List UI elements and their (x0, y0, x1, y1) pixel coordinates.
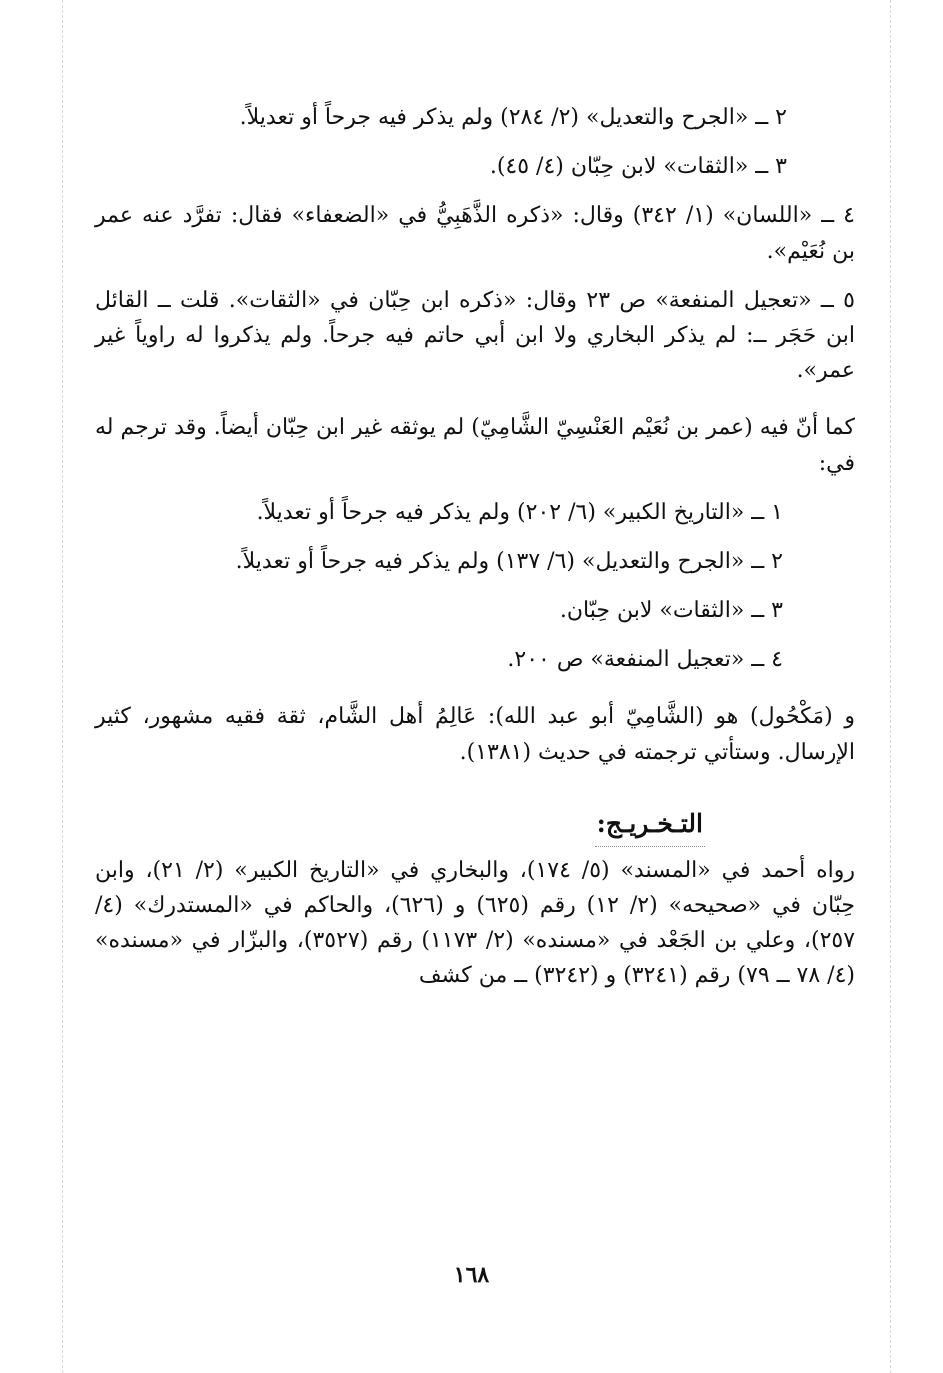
paragraph-makhul: و (مَكْحُول) هو (الشَّامِيّ أبو عبد الله): عَالِمُ أهل الشَّام، ثقة فقيه مشهور، كثير الإرسال. وستأتي ترجمته في حديث (١٣٨١). (95, 704, 855, 765)
source-item: ٤ ــ «تعجيل المنفعة» ص ٢٠٠. (507, 647, 783, 673)
source-item: ٣ ــ «الثقات» لابن حِبّان (٤/ ٤٥). (489, 154, 787, 180)
source-item: ٢ ــ «الجرح والتعديل» (٢/ ٢٨٤) ولم يذكر فيه جرحاً أو تعديلاً. (239, 105, 787, 130)
page-number: ١٦٨ (453, 1262, 490, 1288)
paragraph-omar: كما أنّ فيه (عمر بن نُعَيْم العَنْسِيّ الشَّامِيّ) لم يوثقه غير ابن حِبّان أيضاً. وقد ترجم له في: (95, 415, 855, 476)
source-item: ١ ــ «التاريخ الكبير» (٦/ ٢٠٢) ولم يذكر فيه جرحاً أو تعديلاً. (256, 499, 783, 525)
margin-guide-right (890, 0, 891, 1373)
source-item: ٤ ــ «اللسان» (١/ ٣٤٢) وقال: «ذكره الذَّهَبِيُّ في «الضعفاء» فقال: تفرَّد عنه عمر بن نُعَيْم». (95, 203, 855, 264)
margin-guide-left (62, 0, 63, 1373)
section-heading-text: التـخـريـج: (595, 804, 705, 847)
section-heading (95, 804, 705, 847)
source-item: ٢ ــ «الجرح والتعديل» (٦/ ١٣٧) ولم يذكر فيه جرحاً أو تعديلاً. (235, 548, 783, 574)
page-body (95, 100, 855, 1008)
paragraph-takhrij: رواه أحمد في «المسند» (٥/ ١٧٤)، والبخاري في «التاريخ الكبير» (٢/ ٢١)، وابن حِبّان في «صحيحه» (٢/ ١٢) رقم (٦٢٥) و (٦٢٦)، والحاكم في «المستدرك» (٤/ ٢٥٧)، وعلي بن الجَعْد في «مسنده» (٢/ ١١٧٣) رقم (٣٥٢٧)، والبزّار في «مسنده» (٤/ ٧٨ ــ ٧٩) رقم (٣٢٤١) و (٣٢٤٢) ــ من كشف (95, 857, 856, 989)
source-item: ٣ ــ «الثقات» لابن حِبّان. (559, 598, 783, 624)
source-item: ٥ ــ «تعجيل المنفعة» ص ٢٣ وقال: «ذكره ابن حِبّان في «الثقات». قلت ــ القائل ابن حَجَر ــ: لم يذكر البخاري ولا ابن أبي حاتم فيه جرحاً. ولم يذكروا له راوياً غير عمر». (95, 287, 855, 384)
